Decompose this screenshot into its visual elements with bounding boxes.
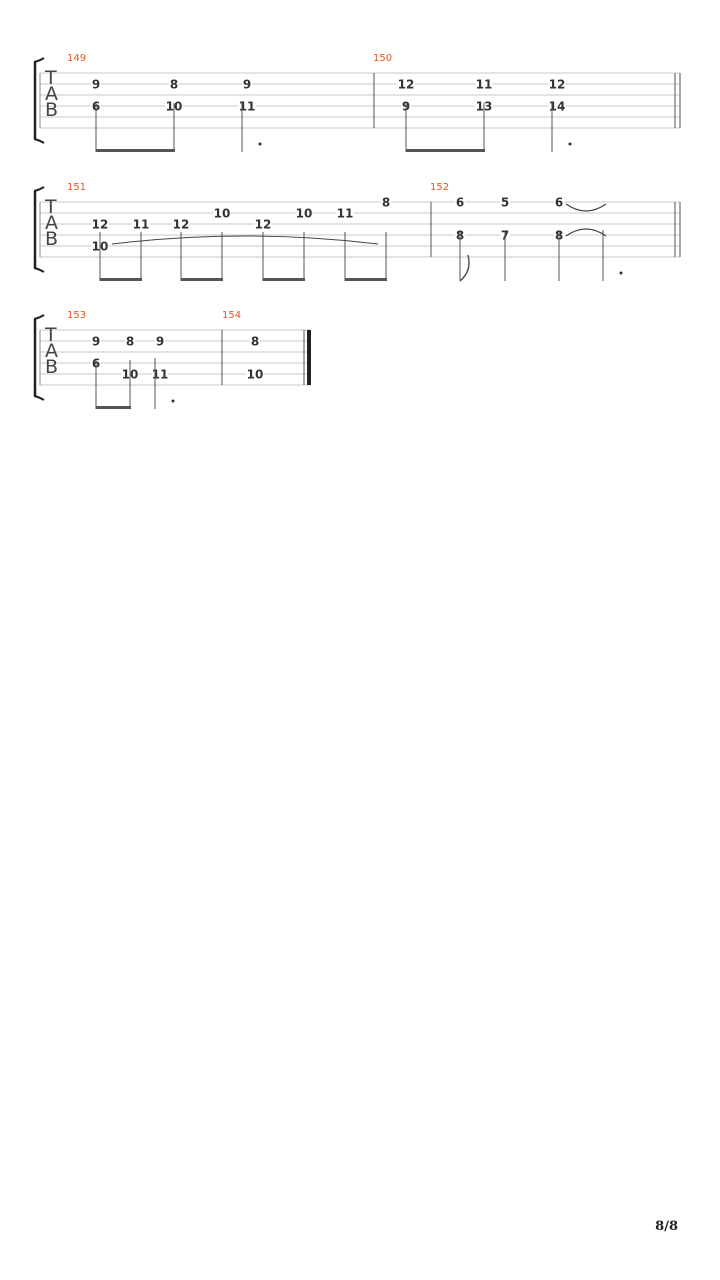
fret-number: 12 [172,217,190,232]
fret-number: 10 [121,367,139,382]
fret-number: 12 [254,217,272,232]
tab-system [34,182,680,281]
fret-number: 12 [548,77,566,92]
note-beam [345,278,387,281]
note-beam [100,278,142,281]
fret-number: 10 [246,367,264,382]
measure-number: 149 [67,53,87,64]
duration-dot [172,400,175,403]
tie [566,204,606,211]
fret-number: 6 [91,356,101,371]
tab-clef-letter: B [45,99,59,121]
measure-number: 151 [67,182,87,193]
fret-number: 8 [381,195,391,210]
fret-number: 11 [151,367,169,382]
fret-number: 8 [455,228,465,243]
duration-dot [620,272,623,275]
fret-number: 9 [155,334,165,349]
measure-number: 153 [67,310,87,321]
fret-number: 10 [165,99,183,114]
page-number: 8/8 [655,1219,678,1234]
fret-number: 6 [91,99,101,114]
fret-number: 7 [500,228,510,243]
tab-system [34,53,680,152]
fret-number: 11 [475,77,493,92]
fret-number: 5 [500,195,510,210]
note-beam [96,406,131,409]
fret-number: 14 [548,99,566,114]
fret-number: 11 [336,206,354,221]
fret-number: 11 [238,99,256,114]
note-beam [181,278,223,281]
tab-clef-letter: T [45,67,57,89]
note-beam [263,278,305,281]
fret-number: 13 [475,99,493,114]
bracket-hook [34,396,44,400]
fret-number: 6 [554,195,564,210]
tab-clef-letter: B [45,356,59,378]
fret-number: 12 [91,217,109,232]
final-barline-thick [307,330,311,385]
fret-number: 8 [125,334,135,349]
tab-clef-letter: A [45,83,58,105]
measure-number: 152 [430,182,450,193]
bracket-hook [34,315,44,319]
fret-number: 10 [295,206,313,221]
fret-number: 11 [132,217,150,232]
tab-clef-letter: B [45,228,59,250]
duration-dot [569,143,572,146]
tab-clef-letter: T [45,324,57,346]
fret-number: 10 [213,206,231,221]
note-beam [96,149,175,152]
note-flag [460,255,469,281]
fret-number: 9 [401,99,411,114]
fret-number: 8 [554,228,564,243]
fret-number: 9 [91,334,101,349]
tab-clef-letter: A [45,340,58,362]
fret-number: 8 [169,77,179,92]
fret-number: 12 [397,77,415,92]
tab-clef-letter: T [45,196,57,218]
fret-number: 8 [250,334,260,349]
fret-number: 9 [91,77,101,92]
tab-system [34,310,311,409]
slur [112,236,378,244]
fret-number: 10 [91,239,109,254]
measure-number: 154 [222,310,242,321]
note-beam [406,149,485,152]
tab-clef-letter: A [45,212,58,234]
fret-number: 6 [455,195,465,210]
duration-dot [259,143,262,146]
fret-number: 9 [242,77,252,92]
bracket-hook [34,268,44,272]
bracket-hook [34,187,44,191]
measure-number: 150 [373,53,393,64]
bracket-hook [34,58,44,62]
bracket-hook [34,139,44,143]
